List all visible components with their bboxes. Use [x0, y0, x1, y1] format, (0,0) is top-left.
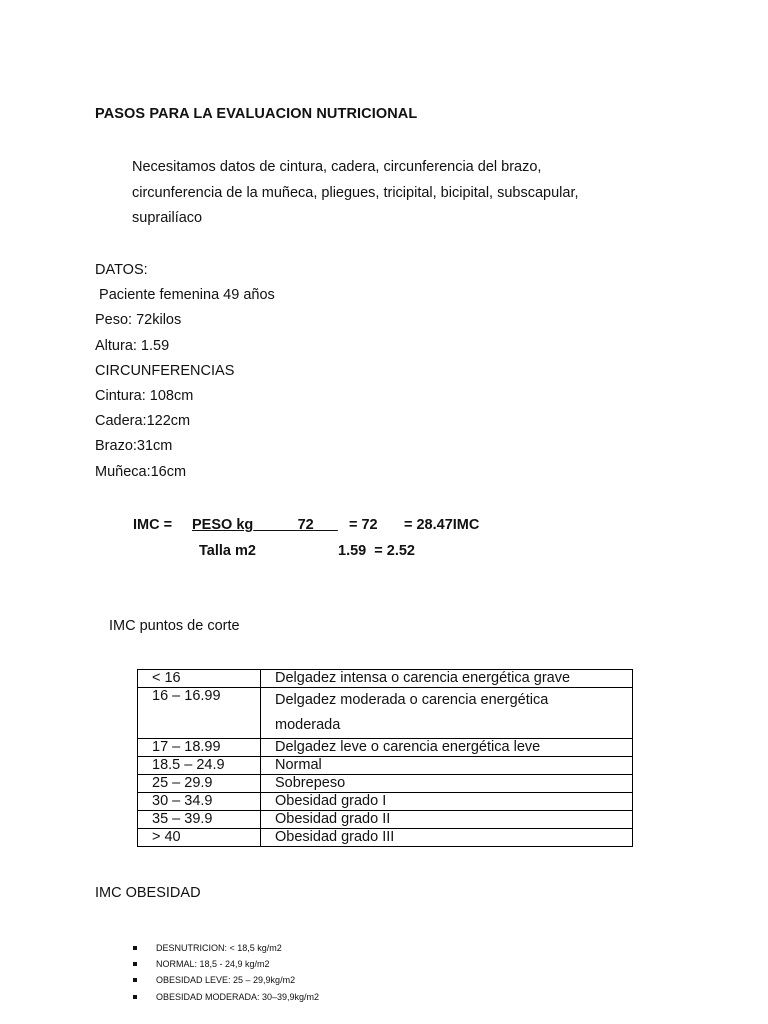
list-item-text: NORMAL: 18,5 - 24,9 kg/m2: [156, 959, 270, 970]
table-row: [138, 688, 633, 739]
category-line: moderada: [275, 717, 341, 733]
obesity-list: [133, 940, 319, 1005]
category-cell: Obesidad grado III: [261, 829, 633, 847]
hip-value: Cadera:122cm: [95, 413, 191, 430]
table-row: [138, 829, 633, 847]
imc-eq-step: = 72: [349, 517, 378, 533]
bullet-icon: [133, 995, 137, 999]
imc-numerator-value: 72: [297, 517, 314, 533]
patient-data: [95, 258, 275, 485]
intro-line: suprailíaco: [132, 210, 203, 226]
category-cell: Obesidad grado I: [261, 793, 633, 811]
height-value: Altura: 1.59: [95, 337, 170, 354]
range-cell: > 40: [138, 829, 261, 847]
bullet-icon: [133, 946, 137, 950]
imc-numerator-label: [192, 517, 338, 533]
category-cell: Normal: [261, 757, 633, 775]
range-cell: 18.5 – 24.9: [138, 757, 261, 775]
table-row: [138, 739, 633, 757]
range-cell: 30 – 34.9: [138, 793, 261, 811]
imc-label: IMC =: [133, 517, 173, 533]
waist-value: Cintura: 108cm: [95, 388, 194, 405]
list-item-text: OBESIDAD MODERADA: 30–39,9kg/m2: [156, 991, 320, 1002]
table-row: [138, 670, 633, 688]
table-row: [138, 757, 633, 775]
category-line: Delgadez moderada o carencia energética: [275, 692, 549, 708]
list-item: [133, 989, 319, 1005]
table-row: [138, 775, 633, 793]
list-item-text: OBESIDAD LEVE: 25 – 29,9kg/m2: [156, 975, 296, 986]
category-cell: Delgadez leve o carencia energética leve: [261, 739, 633, 757]
document-title: PASOS PARA LA EVALUACION NUTRICIONAL: [95, 106, 418, 122]
table-row: [138, 811, 633, 829]
datos-heading: DATOS:: [95, 262, 148, 278]
bullet-icon: [133, 962, 137, 966]
intro-paragraph: [132, 155, 579, 232]
range-cell: 35 – 39.9: [138, 811, 261, 829]
bullet-icon: [133, 978, 137, 982]
bmi-cutoff-table: [137, 669, 633, 847]
intro-line: Necesitamos datos de cintura, cadera, circunferencia del brazo,: [132, 159, 542, 175]
wrist-value: Muñeca:16cm: [95, 463, 187, 480]
list-item-text: DESNUTRICION: < 18,5 kg/m2: [156, 943, 282, 953]
table-row: [138, 793, 633, 811]
list-item: [133, 972, 319, 988]
category-cell: Obesidad grado II: [261, 811, 633, 829]
range-cell: 16 – 16.99: [138, 688, 261, 739]
obesity-heading: IMC OBESIDAD: [95, 885, 201, 901]
imc-denominator-label: Talla m2: [199, 543, 256, 559]
category-cell: Delgadez intensa o carencia energética grave: [261, 670, 633, 688]
peso-kg-text: PESO kg: [192, 517, 254, 533]
weight-value: Peso: 72kilos: [95, 312, 182, 329]
imc-result: = 28.47IMC: [404, 517, 480, 533]
category-cell: Sobrepeso: [261, 775, 633, 793]
imc-denominator-value: 1.59 = 2.52: [338, 543, 415, 559]
circumferences-heading: CIRCUNFERENCIAS: [95, 362, 235, 379]
intro-line: circunferencia de la muñeca, pliegues, tricipital, bicipital, subscapular,: [132, 184, 579, 201]
range-cell: 17 – 18.99: [138, 739, 261, 757]
patient-description: Paciente femenina 49 años: [95, 287, 275, 304]
arm-value: Brazo:31cm: [95, 438, 173, 455]
cutoff-heading: IMC puntos de corte: [109, 618, 240, 634]
range-cell: 25 – 29.9: [138, 775, 261, 793]
list-item: [133, 956, 319, 972]
range-cell: < 16: [138, 670, 261, 688]
category-cell: [261, 688, 633, 739]
list-item: [133, 940, 319, 956]
